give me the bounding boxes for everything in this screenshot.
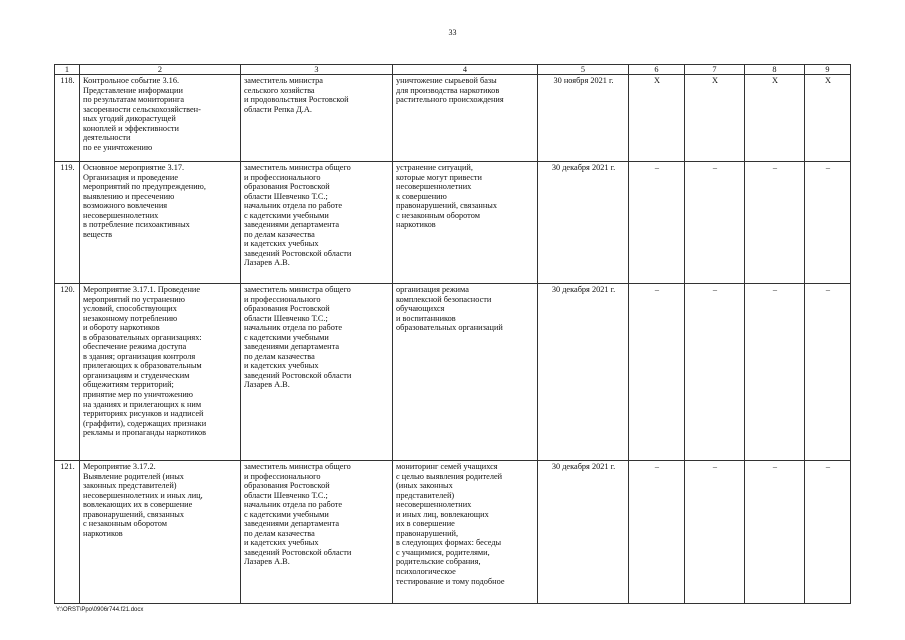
event-cell: Мероприятие 3.17.1. Проведение мероприятий по устранению условий, способствующих незаконному потреблению и обороту наркотиков в образовательных организациях: обеспечение режима доступа в здания; организация контроля прилегающих к образовательным организациям и студенческим общежитиям территорий; принятие мер по уничтожению на зданиях и прилегающих к ним территориях рисунков и надписей (граффити), содержащих признаки рекламы и пропаганды наркотиков	[80, 284, 241, 461]
result-cell: мониторинг семей учащихся с целью выявления родителей (иных законных представителей) несовершеннолетних и иных лиц, вовлекающих их в совершение правонарушений, в следующих формах: беседы с учащимися, родителями, родительские собрания, психологическое тестирование и тому подобное	[393, 461, 538, 604]
mark-cell: X	[805, 75, 851, 162]
responsible-cell: заместитель министра общего и профессионального образования Ростовской области Шевченко Т.С.; начальник отдела по работе с кадетскими учебными заведениями департамента по делам казачества и кадетских учебных заведений Ростовской области Лазарев А.В.	[241, 461, 393, 604]
column-header: 6	[629, 65, 685, 75]
table-row	[55, 75, 851, 162]
column-header: 3	[241, 65, 393, 75]
mark-cell: –	[685, 162, 745, 284]
document-path-footer: Y:\ORST\Ppo\0906r744.f21.docx	[56, 607, 144, 613]
column-header: 4	[393, 65, 538, 75]
mark-cell: –	[629, 284, 685, 461]
date-cell: 30 декабря 2021 г.	[538, 284, 629, 461]
column-header: 1	[55, 65, 80, 75]
responsible-cell: заместитель министра сельского хозяйства и продовольствия Ростовской области Репка Д.А.	[241, 75, 393, 162]
mark-cell: –	[745, 162, 805, 284]
row-number: 121.	[55, 461, 80, 604]
plan-table	[54, 64, 851, 604]
mark-cell: X	[745, 75, 805, 162]
result-cell: организация режима комплексной безопасности обучающихся и воспитанников образовательных организаций	[393, 284, 538, 461]
date-cell: 30 декабря 2021 г.	[538, 461, 629, 604]
mark-cell: –	[745, 461, 805, 604]
event-cell: Мероприятие 3.17.2. Выявление родителей (иных законных представителей) несовершеннолетних и иных лиц, вовлекающих их в совершение правонарушений, связанных с незаконным оборотом наркотиков	[80, 461, 241, 604]
column-number-row	[55, 65, 851, 75]
table-row	[55, 284, 851, 461]
table-row	[55, 162, 851, 284]
mark-cell: –	[629, 461, 685, 604]
column-header: 2	[80, 65, 241, 75]
event-cell: Контрольное событие 3.16. Представление информации по результатам мониторинга засоренности сельскохозяйствен- ных угодий дикорастущей коноплей и эффективности деятельности по ее уничтожению	[80, 75, 241, 162]
mark-cell: –	[685, 461, 745, 604]
date-cell: 30 ноября 2021 г.	[538, 75, 629, 162]
date-cell: 30 декабря 2021 г.	[538, 162, 629, 284]
mark-cell: –	[685, 284, 745, 461]
responsible-cell: заместитель министра общего и профессионального образования Ростовской области Шевченко Т.С.; начальник отдела по работе с кадетскими учебными заведениями департамента по делам казачества и кадетских учебных заведений Ростовской области Лазарев А.В.	[241, 284, 393, 461]
row-number: 118.	[55, 75, 80, 162]
mark-cell: –	[805, 284, 851, 461]
table-row	[55, 461, 851, 604]
mark-cell: –	[745, 284, 805, 461]
column-header: 5	[538, 65, 629, 75]
page-number: 33	[448, 28, 457, 37]
column-header: 9	[805, 65, 851, 75]
result-cell: устранение ситуаций, которые могут привести несовершеннолетних к совершению правонарушений, связанных с незаконным оборотом наркотиков	[393, 162, 538, 284]
row-number: 119.	[55, 162, 80, 284]
column-header: 8	[745, 65, 805, 75]
mark-cell: –	[805, 461, 851, 604]
result-cell: уничтожение сырьевой базы для производства наркотиков растительного происхождения	[393, 75, 538, 162]
mark-cell: X	[629, 75, 685, 162]
mark-cell: X	[685, 75, 745, 162]
row-number: 120.	[55, 284, 80, 461]
column-header: 7	[685, 65, 745, 75]
mark-cell: –	[805, 162, 851, 284]
mark-cell: –	[629, 162, 685, 284]
event-cell: Основное мероприятие 3.17. Организация и проведение мероприятий по предупреждению, выявлению и пресечению возможного вовлечения несовершеннолетних в потребление психоактивных веществ	[80, 162, 241, 284]
responsible-cell: заместитель министра общего и профессионального образования Ростовской области Шевченко Т.С.; начальник отдела по работе с кадетскими учебными заведениями департамента по делам казачества и кадетских учебных заведений Ростовской области Лазарев А.В.	[241, 162, 393, 284]
